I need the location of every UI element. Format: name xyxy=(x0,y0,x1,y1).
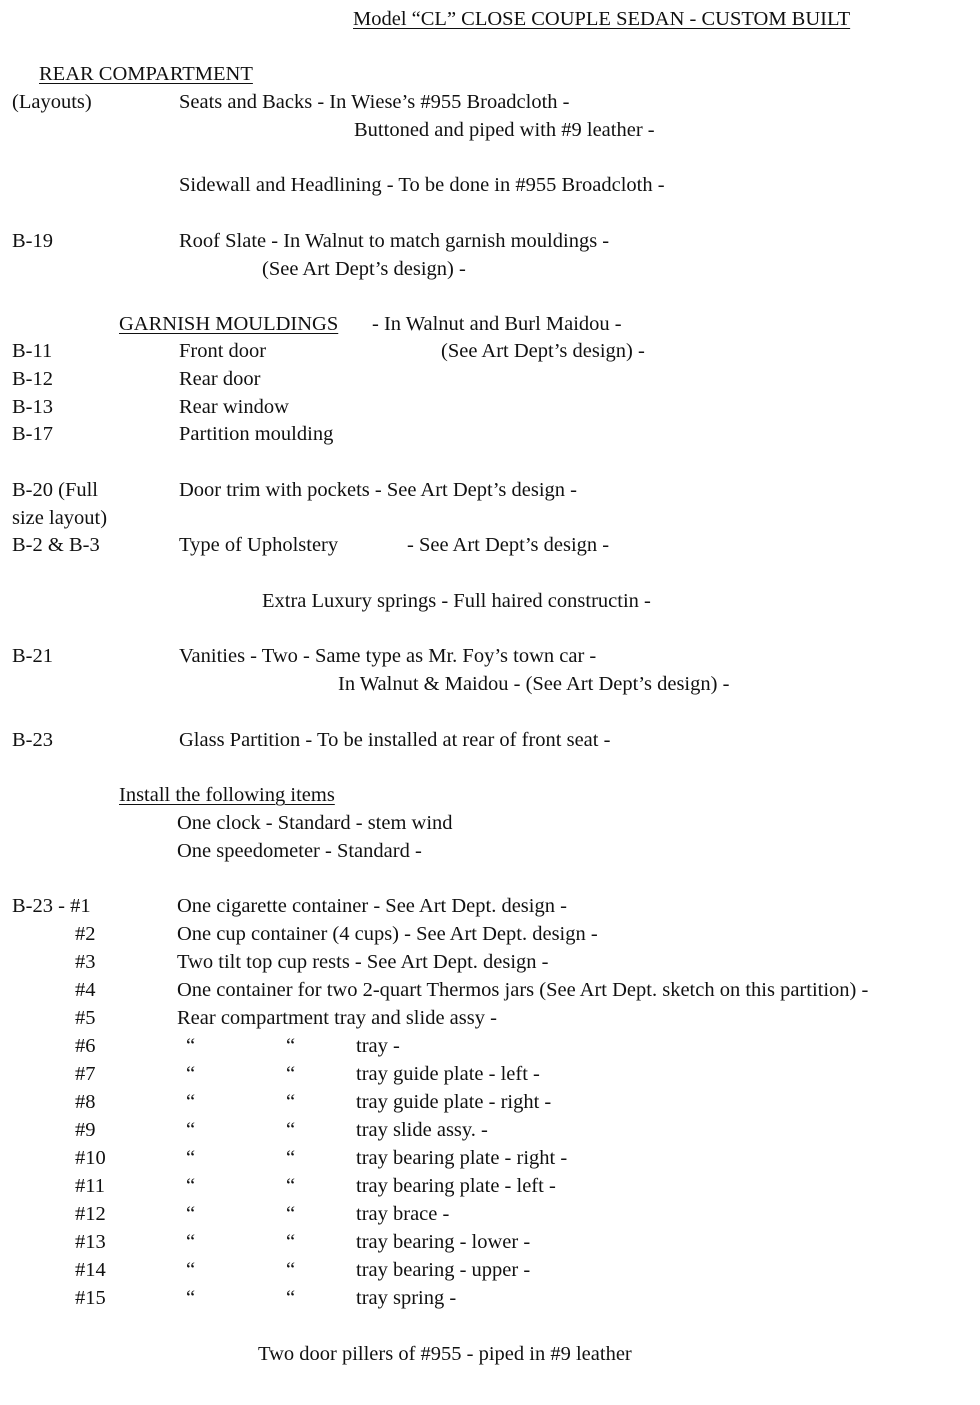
item-description: “ xyxy=(186,1175,196,1197)
reference-code: B-21 xyxy=(12,645,53,667)
reference-code: #2 xyxy=(75,923,96,945)
document-title: Model “CL” CLOSE COUPLE SEDAN - CUSTOM BUILT xyxy=(353,8,851,30)
reference-code: (Layouts) xyxy=(12,91,92,113)
item-description: Door trim with pockets - See Art Dept’s design - xyxy=(179,479,577,501)
reference-code: #3 xyxy=(75,951,96,973)
item-description: tray - xyxy=(356,1035,400,1057)
item-description: “ xyxy=(186,1035,196,1057)
item-description: tray bearing - upper - xyxy=(356,1259,531,1281)
item-description: One speedometer - Standard - xyxy=(177,840,422,862)
reference-code: #5 xyxy=(75,1007,96,1029)
subsection-heading: GARNISH MOULDINGS xyxy=(119,313,339,335)
item-description: “ xyxy=(286,1147,296,1169)
item-description: “ xyxy=(186,1091,196,1113)
item-description: tray guide plate - right - xyxy=(356,1091,552,1113)
reference-code: B-23 - #1 xyxy=(12,895,91,917)
item-description: (See Art Dept’s design) - xyxy=(441,340,645,362)
item-description: tray bearing - lower - xyxy=(356,1231,531,1253)
reference-code: B-23 xyxy=(12,729,53,751)
item-description: Front door xyxy=(179,340,267,362)
reference-code: B-2 & B-3 xyxy=(12,534,100,556)
item-description: In Walnut & Maidou - (See Art Dept’s design) - xyxy=(338,673,730,695)
subsection-heading: Install the following items xyxy=(119,784,335,806)
item-description: “ xyxy=(186,1287,196,1309)
item-description: Roof Slate - In Walnut to match garnish mouldings - xyxy=(179,230,610,252)
reference-code: #4 xyxy=(75,979,96,1001)
item-description: “ xyxy=(286,1119,296,1141)
item-description: tray spring - xyxy=(356,1287,457,1309)
reference-code: B-13 xyxy=(12,396,53,418)
item-description: One cigarette container - See Art Dept. design - xyxy=(177,895,567,917)
item-description: “ xyxy=(186,1259,196,1281)
item-description: “ xyxy=(286,1175,296,1197)
item-description: One clock - Standard - stem wind xyxy=(177,812,453,834)
item-description: Two tilt top cup rests - See Art Dept. design - xyxy=(177,951,549,973)
item-description: “ xyxy=(186,1063,196,1085)
item-description: Rear compartment tray and slide assy - xyxy=(177,1007,497,1029)
item-description: Extra Luxury springs - Full haired constructin - xyxy=(262,590,651,612)
item-description: “ xyxy=(286,1259,296,1281)
item-description: Sidewall and Headlining - To be done in #955 Broadcloth - xyxy=(179,174,665,196)
item-description: Partition moulding xyxy=(179,423,334,445)
reference-code: #12 xyxy=(75,1203,106,1225)
reference-code: B-12 xyxy=(12,368,53,390)
item-description: tray brace - xyxy=(356,1203,450,1225)
item-description: - In Walnut and Burl Maidou - xyxy=(372,313,622,335)
item-description: “ xyxy=(186,1119,196,1141)
reference-code: B-20 (Full xyxy=(12,479,98,501)
item-description: Two door pillers of #955 - piped in #9 leather xyxy=(258,1343,632,1365)
reference-code: #11 xyxy=(75,1175,105,1197)
item-description: One cup container (4 cups) - See Art Dept. design - xyxy=(177,923,598,945)
reference-code: #10 xyxy=(75,1147,106,1169)
reference-code: #14 xyxy=(75,1259,106,1281)
item-description: tray guide plate - left - xyxy=(356,1063,540,1085)
reference-code: #8 xyxy=(75,1091,96,1113)
item-description: “ xyxy=(286,1091,296,1113)
item-description: “ xyxy=(286,1287,296,1309)
item-description: Glass Partition - To be installed at rear of front seat - xyxy=(179,729,611,751)
item-description: tray bearing plate - left - xyxy=(356,1175,556,1197)
item-description: tray slide assy. - xyxy=(356,1119,488,1141)
reference-code: B-11 xyxy=(12,340,53,362)
item-description: “ xyxy=(286,1203,296,1225)
item-description: Rear door xyxy=(179,368,261,390)
item-description: tray bearing plate - right - xyxy=(356,1147,568,1169)
reference-code: #9 xyxy=(75,1119,96,1141)
item-description: “ xyxy=(286,1063,296,1085)
item-description: “ xyxy=(186,1147,196,1169)
item-description: Vanities - Two - Same type as Mr. Foy’s town car - xyxy=(179,645,597,667)
item-description: Rear window xyxy=(179,396,289,418)
reference-code: size layout) xyxy=(12,507,108,529)
item-description: One container for two 2-quart Thermos jars (See Art Dept. sketch on this partition) - xyxy=(177,979,869,1001)
item-description: Seats and Backs - In Wiese’s #955 Broadcloth - xyxy=(179,91,570,113)
reference-code: #13 xyxy=(75,1231,106,1253)
item-description: Buttoned and piped with #9 leather - xyxy=(354,119,655,141)
reference-code: #6 xyxy=(75,1035,96,1057)
item-description: “ xyxy=(186,1231,196,1253)
item-description: Type of Upholstery xyxy=(179,534,339,556)
item-description: “ xyxy=(286,1231,296,1253)
item-description: (See Art Dept’s design) - xyxy=(262,258,466,280)
item-description: - See Art Dept’s design - xyxy=(407,534,610,556)
reference-code: B-19 xyxy=(12,230,53,252)
item-description: “ xyxy=(186,1203,196,1225)
reference-code: #15 xyxy=(75,1287,106,1309)
reference-code: #7 xyxy=(75,1063,96,1085)
reference-code: B-17 xyxy=(12,423,53,445)
section-heading-rear-compartment: REAR COMPARTMENT xyxy=(39,63,253,85)
item-description: “ xyxy=(286,1035,296,1057)
